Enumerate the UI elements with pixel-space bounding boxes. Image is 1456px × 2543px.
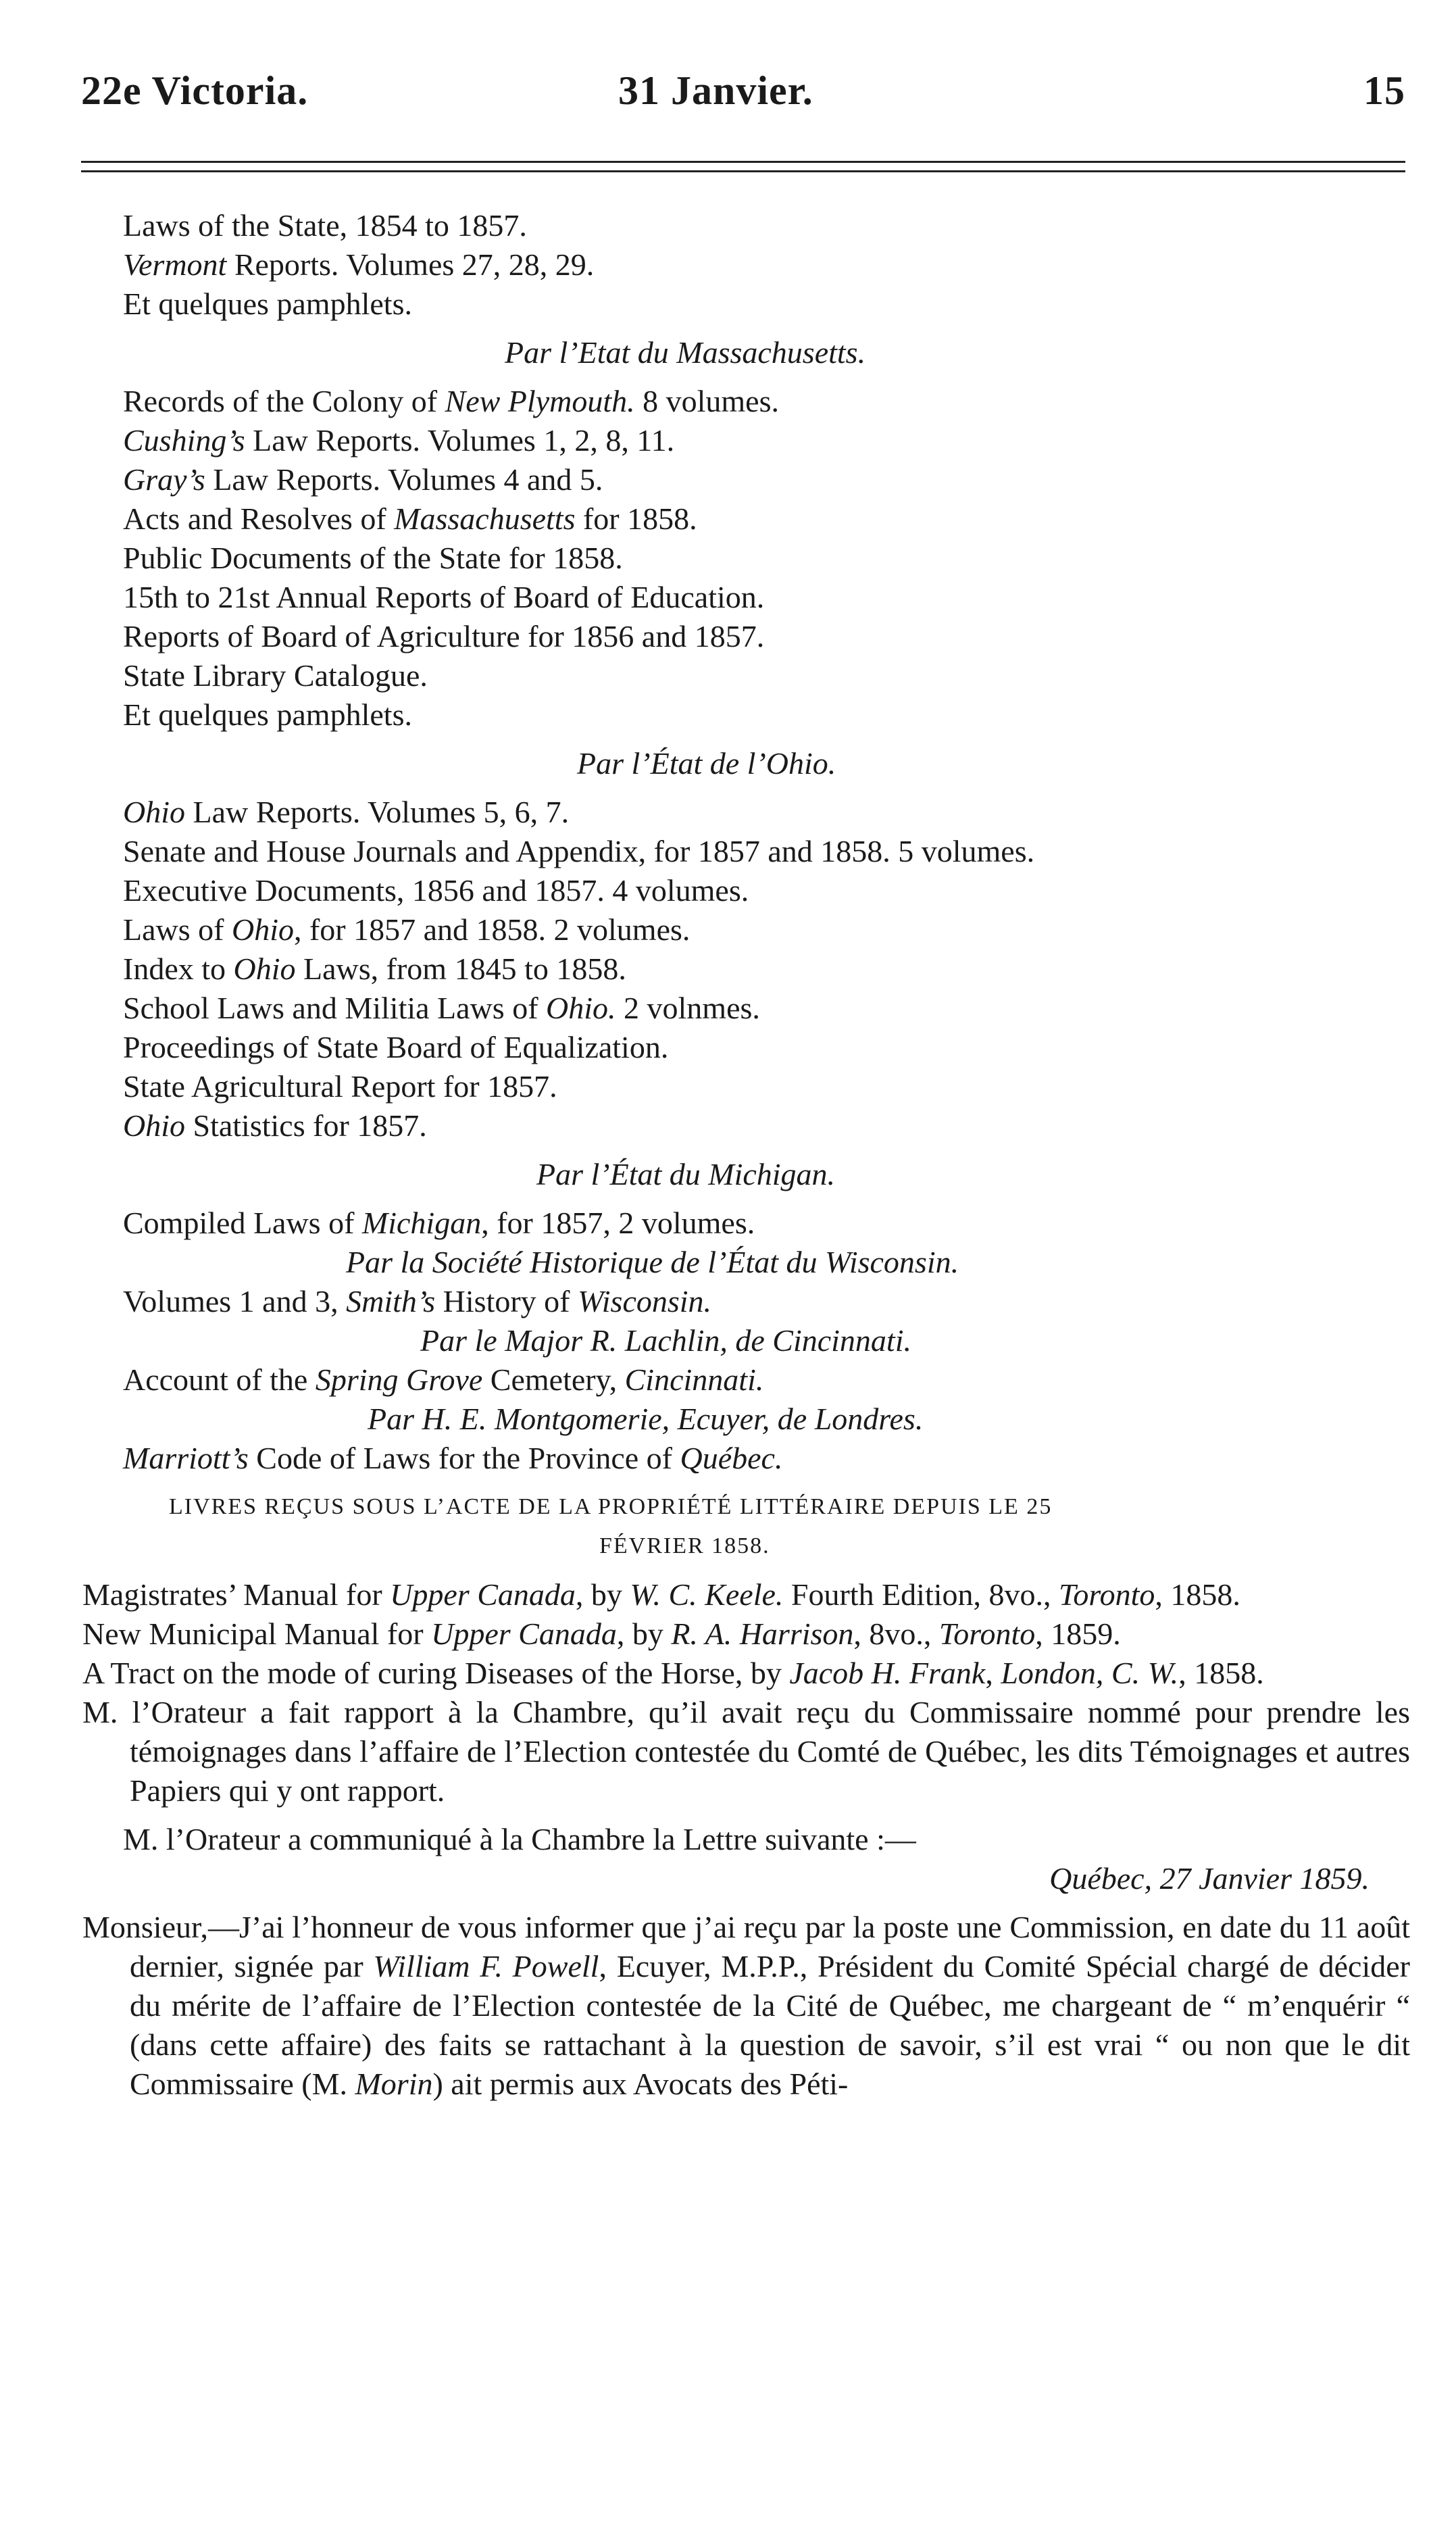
entry-line: Ohio Law Reports. Volumes 5, 6, 7. [123, 795, 570, 829]
section-heading: Par l’État de l’Ohio. [577, 746, 836, 781]
entry-line: Records of the Colony of New Plymouth. 8 volumes. [123, 384, 779, 418]
book-entry: New Municipal Manual for Upper Canada, by R. A. Harrison, 8vo., Toronto, 1859. [82, 1616, 1121, 1651]
book-entry: Magistrates’ Manual for Upper Canada, by W. C. Keele. Fourth Edition, 8vo., Toronto, 1858. [82, 1577, 1240, 1612]
communication-paragraph: M. l’Orateur a communiqué à la Chambre la Lettre suivante :— [123, 1822, 916, 1856]
entry-line: Proceedings of State Board of Equalization. [123, 1030, 669, 1064]
entry-line: Volumes 1 and 3, Smith’s History of Wisconsin. [123, 1284, 712, 1318]
entry-line: Reports of Board of Agriculture for 1856 and 1857. [123, 619, 765, 653]
running-head-center: 31 Janvier. [618, 68, 813, 113]
entry-line: Index to Ohio Laws, from 1845 to 1858. [123, 952, 626, 986]
entry-line: Et quelques pamphlets. [123, 287, 412, 321]
entry-line: Laws of the State, 1854 to 1857. [123, 208, 527, 243]
entry-line: Compiled Laws of Michigan, for 1857, 2 volumes. [123, 1206, 755, 1240]
report-paragraph: M. l’Orateur a fait rapport à la Chambre, qu’il avait reçu du Commissaire nommé pour prendre les témoignages dans l’affaire de l’Election contestée du Comté de Québec, les dits Témoignages et autres Papiers qui y ont rapport. [82, 1695, 1410, 1808]
caps-heading: LIVRES REÇUS SOUS L’ACTE DE LA PROPRIÉTÉ LITTÉRAIRE DEPUIS LE 25 [169, 1494, 1053, 1519]
header-rule-bottom [81, 170, 1405, 172]
entry-line: Public Documents of the State for 1858. [123, 541, 623, 575]
entry-line: Acts and Resolves of Massachusetts for 1858. [123, 501, 697, 536]
entry-line: Executive Documents, 1856 and 1857. 4 volumes. [123, 873, 749, 908]
section-heading: Par l’État du Michigan. [536, 1157, 836, 1191]
section-heading: Par la Société Historique de l’État du Wisconsin. [346, 1245, 959, 1279]
entry-line: State Agricultural Report for 1857. [123, 1069, 557, 1104]
letter-paragraph: Monsieur,—J’ai l’honneur de vous informer que j’ai reçu par la poste une Commission, en date du 11 août dernier, signée par William F. Powell, Ecuyer, M.P.P., Président du Comité Spécial chargé de décider du mérite de l’affaire de l’Election contestée de la Cité de Québec, me chargeant de “ m’enquérir “ (dans cette affaire) des faits se rattachant à la question de savoir, s’il est vrai “ ou non que le dit Commissaire (M. Morin) ait permis aux Avocats des Péti- [82, 1910, 1410, 2101]
entry-line: Senate and House Journals and Appendix, for 1857 and 1858. 5 volumes. [123, 834, 1035, 868]
entry-line: Marriott’s Code of Laws for the Province of Québec. [123, 1441, 783, 1475]
entry-line: Account of the Spring Grove Cemetery, Cincinnati. [123, 1362, 764, 1397]
section-heading: Par H. E. Montgomerie, Ecuyer, de Londres. [368, 1402, 924, 1436]
entry-line: Et quelques pamphlets. [123, 697, 412, 732]
page-number: 15 [1363, 68, 1405, 113]
entry-line: Ohio Statistics for 1857. [123, 1108, 427, 1143]
running-head-left: 22e Victoria. [81, 68, 309, 113]
section-heading: Par l’Etat du Massachusetts. [505, 335, 866, 370]
entry-line: Gray’s Law Reports. Volumes 4 and 5. [123, 462, 603, 497]
book-entry: A Tract on the mode of curing Diseases of the Horse, by Jacob H. Frank, London, C. W., 1858. [82, 1656, 1264, 1690]
entry-line: School Laws and Militia Laws of Ohio. 2 volnmes. [123, 991, 760, 1025]
entry-line: Cushing’s Law Reports. Volumes 1, 2, 8, 11. [123, 423, 675, 458]
entry-line: State Library Catalogue. [123, 658, 428, 693]
letter-dateline: Québec, 27 Janvier 1859. [1049, 1861, 1370, 1896]
page-body [82, 206, 1410, 2104]
header-rule-top [81, 161, 1405, 163]
entry-line: Laws of Ohio, for 1857 and 1858. 2 volumes. [123, 912, 691, 947]
entry-line: 15th to 21st Annual Reports of Board of Education. [123, 580, 765, 614]
entry-line: Vermont Reports. Volumes 27, 28, 29. [123, 247, 595, 282]
caps-heading: FÉVRIER 1858. [599, 1533, 770, 1558]
section-heading: Par le Major R. Lachlin, de Cincinnati. [420, 1323, 911, 1358]
